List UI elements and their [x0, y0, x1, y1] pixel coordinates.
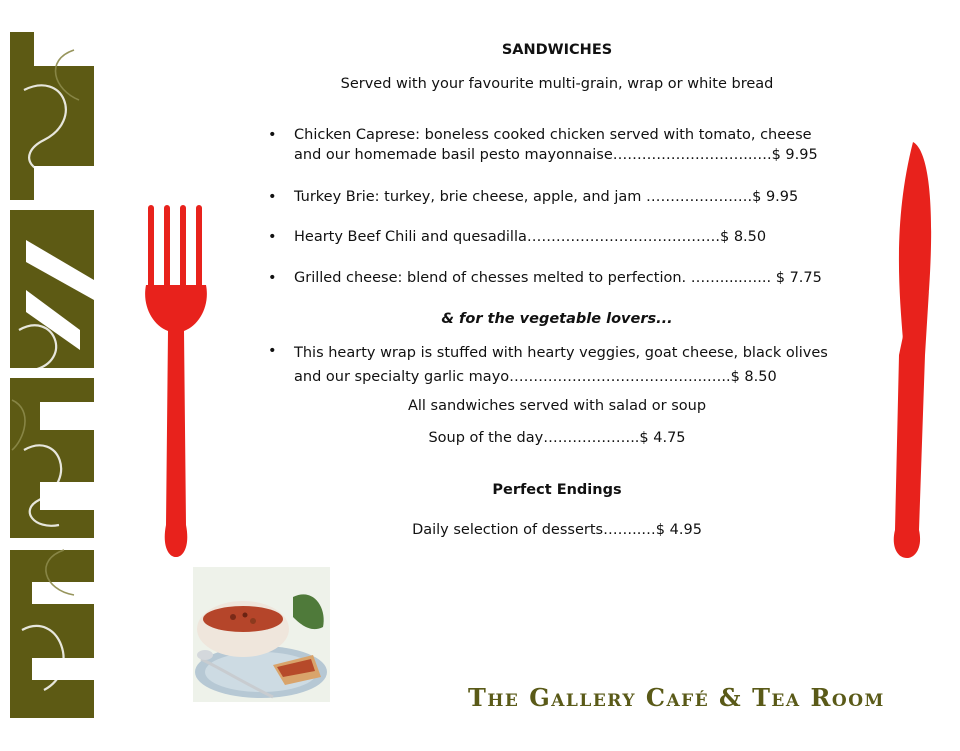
fork-icon [140, 205, 218, 560]
menu-item-line: Chicken Caprese: boneless cooked chicken served with tomato, cheese [294, 127, 812, 143]
food-photo [193, 567, 330, 702]
endings-heading: Perfect Endings [492, 482, 622, 498]
menu-item: Turkey Brie: turkey, brie cheese, apple, and jam ………………….$ 9.95 [294, 189, 799, 205]
sandwich-note: All sandwiches served with salad or soup [407, 398, 707, 414]
bullet-icon: • [268, 229, 277, 245]
veg-heading: & for the vegetable lovers... [441, 311, 673, 327]
knife-icon [873, 140, 939, 560]
menu-banner [4, 30, 96, 720]
bullet-icon: • [268, 189, 277, 205]
section-title: SANDWICHES [501, 42, 613, 58]
menu-item: Grilled cheese: blend of chesses melted to perfection. …….....…... $ 7.75 [294, 270, 822, 286]
menu-item [294, 341, 854, 389]
soup-line: Soup of the day………………..$ 4.75 [428, 430, 686, 446]
menu-item [294, 125, 854, 165]
menu-item-line: and our homemade basil pesto mayonnaise………………………..….$ 9.95 [294, 147, 818, 163]
bullet-icon: • [268, 343, 277, 359]
bullet-icon: • [268, 270, 277, 286]
bullet-icon: • [268, 127, 277, 143]
subtitle: Served with your favourite multi-grain, wrap or white bread [340, 76, 774, 92]
desserts-line: Daily selection of desserts……..…$ 4.95 [412, 522, 702, 538]
menu-item: Hearty Beef Chili and quesadilla………………………………….$ 8.50 [294, 229, 767, 245]
menu-item-line: This hearty wrap is stuffed with hearty veggies, goat cheese, black olives [294, 345, 828, 361]
menu-item-line: and our specialty garlic mayo…………………………………..…..$ 8.50 [294, 369, 777, 385]
cafe-name: The Gallery Café & Tea Room [468, 683, 885, 712]
